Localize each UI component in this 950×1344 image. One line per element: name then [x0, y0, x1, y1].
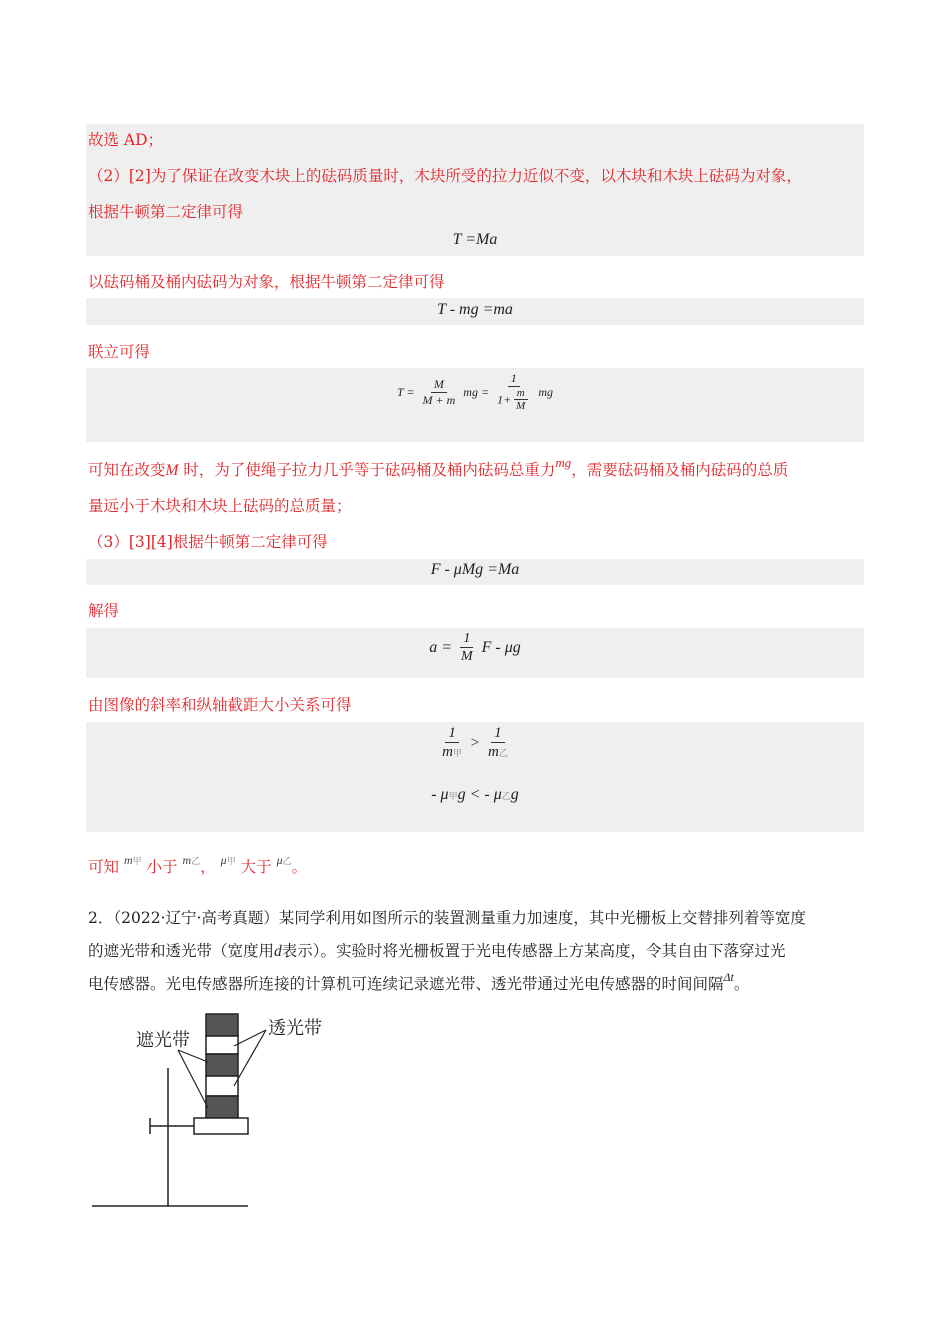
- equation-6: $\frac{1}{\text{m甲}}$ > $\frac{1}{\text{m乙}}$: [442, 725, 508, 761]
- equation-5: a = $\frac{1}{M}$ F - μg: [429, 631, 521, 665]
- photoelectric-sensor: [194, 1118, 248, 1134]
- solution-line-5: 联立可得: [88, 343, 151, 361]
- solution-line-6: 可知在改变M 时，为了使绳子拉力几乎等于砝码桶及桶内砝码总重力$^{mg}$，需要砝码桶及桶内砝码的总质: [88, 455, 789, 479]
- solution-line-10: 由图像的斜率和纵轴截距大小关系可得: [88, 696, 352, 714]
- transparent-band: [206, 1076, 238, 1096]
- solution-line-9: 解得: [88, 602, 120, 620]
- grating-plate: [206, 1014, 238, 1118]
- solution-line-8: （3）[3][4]根据牛顿第二定律可得: [88, 533, 328, 551]
- label-transparent-band: 透光带: [268, 1018, 322, 1039]
- solution-line-7: 量远小于木块和木块上砝码的总质量；: [88, 497, 352, 515]
- grating-apparatus-figure: [86, 1008, 356, 1214]
- problem-2-line-2: 的遮光带和透光带（宽度用d表示）。实验时将光栅板置于光电传感器上方某高度，令其自由下落穿过光: [88, 942, 786, 960]
- problem-2-text: [88, 902, 868, 1002]
- conclusion-line: 可知 $^{m甲}$ 小于 $^{m乙}$， $^{\mu 甲}$ 大于 $^{\mu 乙}$。: [88, 853, 308, 876]
- problem-2-line-1: 2．（2022·辽宁·高考真题）某同学利用如图所示的装置测量重力加速度，其中光栅板上交替排列着等宽度: [88, 909, 806, 927]
- solution-line-4: 以砝码桶及桶内砝码为对象，根据牛顿第二定律可得: [88, 273, 445, 291]
- solution-line-3: 根据牛顿第二定律可得: [88, 203, 244, 221]
- opaque-band: [206, 1014, 238, 1036]
- equation-2: T - mg =ma: [437, 301, 513, 318]
- solution-line-2: （2）[2]为了保证在改变木块上的砝码质量时，木块所受的拉力近似不变，以木块和木块上砝码为对象，: [88, 167, 802, 185]
- opaque-band: [206, 1054, 238, 1076]
- label-opaque-band: 遮光带: [136, 1030, 190, 1051]
- equation-3: T = $\frac{M}{M + m}$ mg = 1 1+ $\frac{m}{M}$ mg: [396, 371, 554, 413]
- equation-1: T =Ma: [452, 231, 498, 248]
- problem-2-line-3: 电传感器。光电传感器所连接的计算机可连续记录遮光带、透光带通过光电传感器的时间间隔$^{\Delta t}$。: [88, 970, 750, 993]
- equation-4: F - μMg =Ma: [430, 561, 520, 578]
- opaque-band: [206, 1096, 238, 1118]
- transparent-band: [206, 1036, 238, 1054]
- solution-line-1: 故选 AD；: [88, 131, 164, 149]
- equation-7: - μ甲g < - μ乙g: [431, 786, 519, 803]
